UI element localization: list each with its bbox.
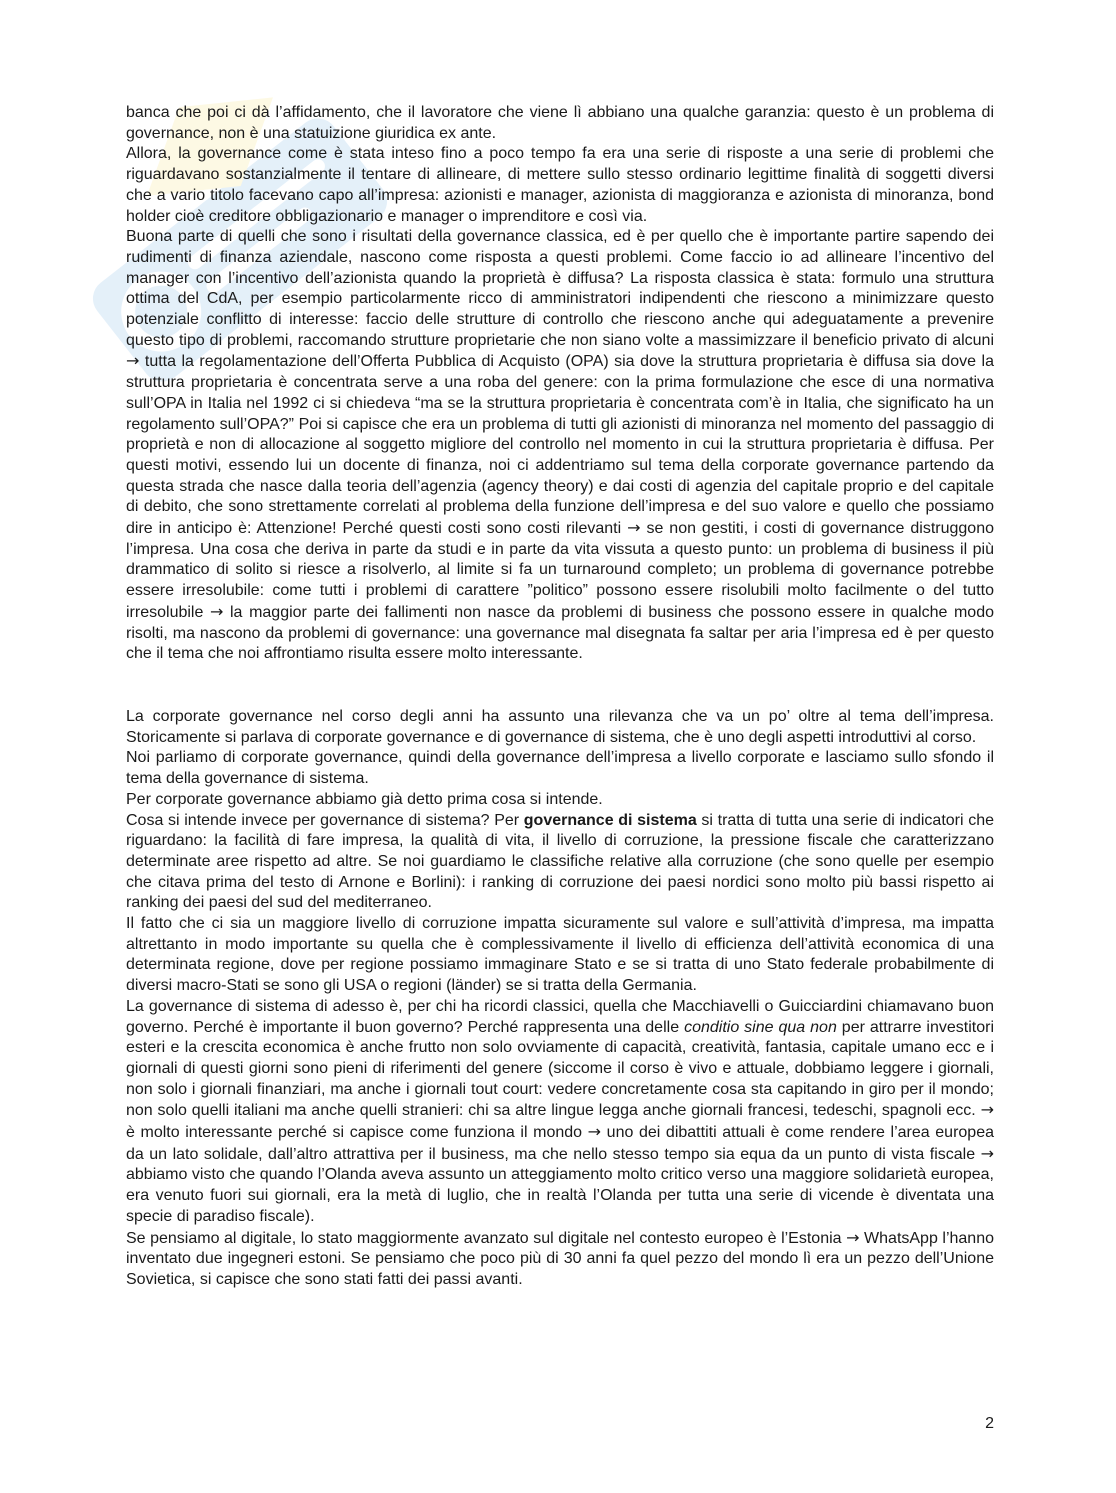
paragraph: Allora, la governance come è stata inteso fino a poco tempo fa era una serie di risposte a una serie di problemi che riguardavano sostanzialmente il tentare di allineare, di mettere sullo stesso ordinario legittime finalità di soggetti diversi che a vario titolo facevano capo all’impresa: azionisti e manager, azionista di maggioranza e azionista di minoranza, bond holder cioè creditore obbligazionario e manager o imprenditore e così via. — [126, 145, 994, 225]
arrow-icon: → — [126, 351, 140, 371]
arrow-icon: → — [980, 1143, 994, 1163]
text-run: abbiamo visto che quando l’Olanda aveva assunto un atteggiamento molto critico verso una maggiore solidarietà europea, era venuto fuori sui giornali, era la metà di luglio, che in realtà l’Olanda per tutta una serie di vicende è diventata una specie di paradiso fiscale). — [126, 1166, 994, 1225]
paragraph: Il fatto che ci sia un maggiore livello di corruzione impatta sicuramente sul valore e sull’attività d’impresa, ma impatta altrettanto in modo importante su quella che è complessivamente il livello di efficienza dell’attività economica di una determinata regione, dove per regione possiamo immaginare Stato e se si tratta di uno Stato federale probabilmente di diversi macro-Stati se sono gli USA o regioni (länder) se si tratta della Germania. — [126, 915, 994, 995]
text-run: Cosa si intende invece per governance di sistema? Per — [126, 811, 524, 829]
bold-term: governance di sistema — [523, 811, 697, 829]
paragraph — [126, 997, 994, 1228]
text-run: si tratta di tutta una serie di indicatori che riguardano: la facilità di fare impresa, la qualità di vita, il livello di corruzione, la pressione fiscale che caratterizzano determinate aree rispetto ad altre. Se noi guardiamo le classifiche relative alla corruzione (che sono quelle per esempio che citava prima del testo di Arnone e Borlini): i ranking di corruzione dei paesi nordici sono molto più bassi rispetto ai ranking dei paesi del sud del mediterraneo. — [126, 811, 995, 912]
section-gap — [126, 665, 994, 707]
paragraph: Per corporate governance abbiamo già detto prima cosa si intende. — [126, 790, 603, 808]
paragraph: banca che poi ci dà l’affidamento, che il lavoratore che viene lì abbiano una qualche garanzia: questo è un problema di governance, non è una statuizione giuridica ex ante. — [126, 104, 994, 142]
text-run: La governance di sistema di adesso è, per chi ha ricordi classici, quella che Macchiavelli o Guicciardini chiamavano buon governo. Perché è importante il buon governo? Perché rappresenta una delle — [126, 997, 994, 1036]
arrow-icon: → — [980, 1100, 994, 1120]
text-run: la maggior parte dei fallimenti non nasce da problemi di business che possono essere in qualche modo risolti, ma nascono da problemi di governance: una governance mal disegnata fa saltar per aria l’impresa ed è per questo che il tema che noi affrontiamo risulta essere molto interessante. — [126, 603, 995, 663]
document-body — [126, 103, 994, 1291]
paragraph — [126, 811, 994, 915]
text-run: WhatsApp l’hanno inventato due ingegneri estoni. Se pensiamo che poco più di 30 anni fa quel pezzo del mondo lì era un pezzo dell’Unione Sovietica, si capisce che sono stati fatti dei passi avanti. — [126, 1229, 994, 1288]
page-number: 2 — [985, 1415, 994, 1432]
paragraph: Noi parliamo di corporate governance, quindi della governance dell’impresa a livello corporate e lasciamo sullo sfondo il tema della governance di sistema. — [126, 749, 994, 788]
italic-term: conditio sine qua non — [684, 1018, 837, 1036]
text-run: Buona parte di quelli che sono i risultati della governance classica, ed è per quello che è importante partire sapendo dei rudimenti di finanza aziendale, nascono come risposta a questi problemi. Come faccio io ad allineare l’incentivo del manager con l’incentivo dell’azionista quando la proprietà è diffusa? La risposta classica è stata: formulo una struttura ottima del CdA, per esempio particolarmente ricco di amministratori indipendenti che riescono a minimizzare questo potenziale conflitto di interesse: faccio delle strutture di controllo che riescono anche qui adeguatamente a prevenire questo tipo di problemi, raccomando strutture proprietarie che non siano volte a massimizzare il beneficio privato di alcuni — [126, 228, 994, 349]
text-run: è molto interessante perché si capisce come funziona il mondo — [126, 1124, 588, 1142]
arrow-icon: → — [209, 601, 224, 621]
paragraph — [126, 1228, 994, 1291]
arrow-icon: → — [627, 518, 641, 538]
arrow-icon: → — [846, 1227, 860, 1247]
text-run: uno dei dibattiti attuali è come rendere l’area europea da un lato solidale, dall’altro attrattiva per il business, ma che nello stesso tempo sia equa da un punto di vista fiscale — [126, 1124, 995, 1163]
text-run: per attrarre investitori esteri e la crescita economica è anche frutto non solo ovviamente di capacità, creatività, fantasia, capitale umano ecc e i giornali di questi giorni sono pieni di riferimenti del genere (siccome il corso è vivo e attuale, dobbiamo leggere i giornali, non solo i giornali finanziari, ma anche i giornali tout court: vedere concretamente cosa sta capitando in giro per il mondo; non solo quelli italiani ma anche quelli stranieri: chi sa altre lingue legga anche giornali francesi, tedeschi, spagnoli ecc. — [126, 1018, 995, 1120]
text-run: Se pensiamo al digitale, lo stato maggiormente avanzato sul digitale nel contesto europeo è l’Estonia — [126, 1229, 847, 1247]
paragraph — [126, 227, 994, 665]
arrow-icon: → — [587, 1122, 602, 1142]
paragraph: La corporate governance nel corso degli anni ha assunto una rilevanza che va un po’ oltre al tema dell’impresa. Storicamente si parlava di corporate governance e di governance di sistema, che è uno degli aspetti introduttivi al corso. — [126, 707, 994, 746]
text-run: se non gestiti, i costi di governance distruggono l’impresa. Una cosa che deriva in parte da studi e in parte da vita vissuta a questo punto: un problema di business il più drammatico di solito si riesce a risolverlo, al limite si fa un turnaround completo; un problema di governance potrebbe essere irresolubile: come tutti i problemi di carattere ”politico” possono essere risolubili molto facilmente o del tutto irresolubile — [126, 520, 994, 621]
text-run: tutta la regolamentazione dell’Offerta Pubblica di Acquisto (OPA) sia dove la struttura proprietaria è diffusa sia dove la struttura proprietaria è concentrata serve a una roba del genere: con la prima formulazione che esce di una normativa sull’OPA in Italia nel 1992 ci si chiedeva “ma se la struttura proprietaria è concentrata com’è in Italia, che significato ha un regolamento sull’OPA?” Poi si capisce che era un problema di tutti gli azionisti di minoranza nel momento del passaggio di proprietà e non di allocazione al soggetto migliore del controllo nel momento in cui la struttura proprietaria è diffusa. Per questi motivi, essendo lui un docente di finanza, noi ci addentriamo sul tema della corporate governance partendo da questa strada che nasce dalla teoria dell’agenzia (agency theory) e dai costi di agenzia del capitale proprio e del capitale di debito, che sono strettamente correlati al problema della funzione dell’impresa e del suo valore e quello che possiamo dire in anticipo è: Attenzione! Perché questi costi sono costi rilevanti — [126, 353, 994, 538]
